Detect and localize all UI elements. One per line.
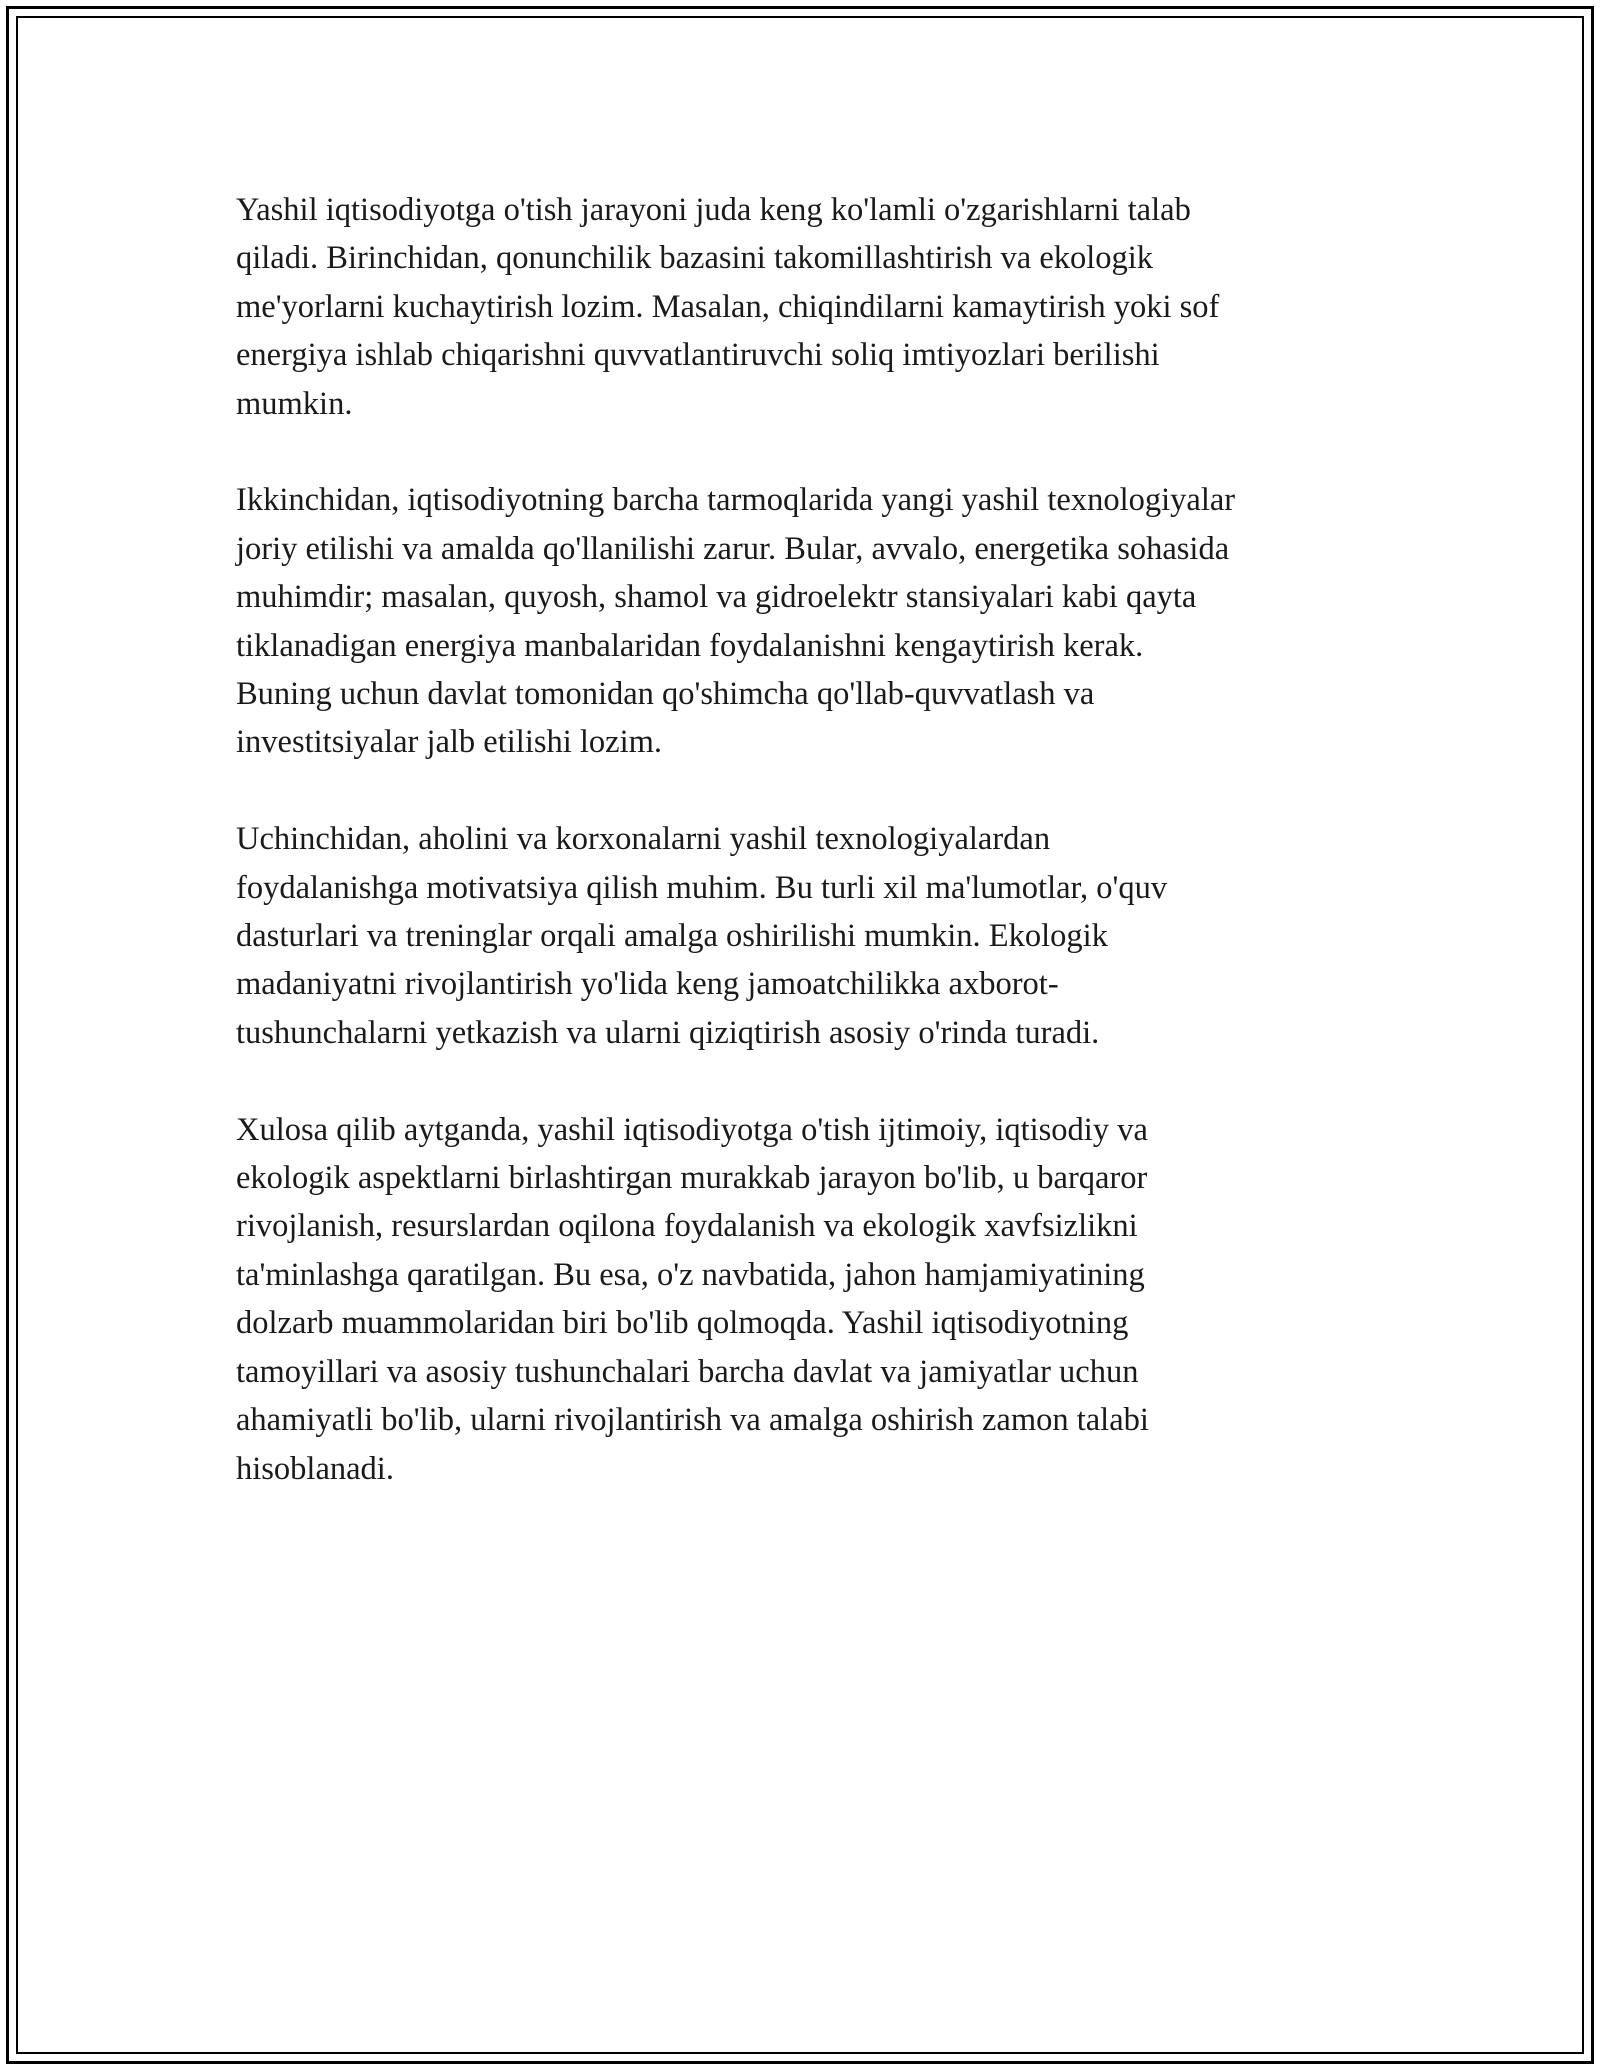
paragraph-line: rivojlanish, resurslardan oqilona foydalanish va ekologik xavfsizlikni <box>236 1208 1138 1245</box>
paragraph-line: me'yorlarni kuchaytirish lozim. Masalan, chiqindilarni kamaytirish yoki sof <box>236 288 1220 325</box>
paragraph-line: muhimdir; masalan, quyosh, shamol va gidroelektr stansiyalari kabi qayta <box>236 579 1197 616</box>
paragraph-line: joriy etilishi va amalda qo'llanilishi zarur. Bular, avvalo, energetika sohasida <box>236 530 1230 567</box>
paragraph-3 <box>236 815 1386 1057</box>
paragraph-line: mumkin. <box>236 385 353 422</box>
paragraph-4 <box>236 1106 1386 1493</box>
paragraph-line: ta'minlashga qaratilgan. Bu esa, o'z navbatida, jahon hamjamiyatining <box>236 1256 1145 1293</box>
paragraph-line: Yashil iqtisodiyotga o'tish jarayoni juda keng ko'lamli o'zgarishlarni talab <box>236 192 1191 228</box>
paragraph-line: investitsiyalar jalb etilishi lozim. <box>236 724 663 761</box>
document-body <box>236 186 1386 1541</box>
paragraph-line: dolzarb muammolaridan biri bo'lib qolmoqda. Yashil iqtisodiyotning <box>236 1305 1129 1342</box>
paragraph-line: Ikkinchidan, iqtisodiyotning barcha tarmoqlarida yangi yashil texnologiyalar <box>236 482 1236 519</box>
paragraph-2 <box>236 476 1386 766</box>
paragraph-line: Xulosa qilib aytganda, yashil iqtisodiyotga o'tish ijtimoiy, iqtisodiy va <box>236 1111 1148 1148</box>
paragraph-line: qiladi. Birinchidan, qonunchilik bazasini takomillashtirish va ekologik <box>236 240 1154 277</box>
paragraph-line: Uchinchidan, aholini va korxonalarni yashil texnologiyalardan <box>236 821 1051 858</box>
paragraph-line: tiklanadigan energiya manbalaridan foydalanishni kengaytirish kerak. <box>236 627 1144 664</box>
paragraph-line: energiya ishlab chiqarishni quvvatlantiruvchi soliq imtiyozlari berilishi <box>236 337 1160 374</box>
paragraph-line: dasturlari va treninglar orqali amalga oshirilishi mumkin. Ekologik <box>236 918 1108 955</box>
paragraph-line: foydalanishga motivatsiya qilish muhim. Bu turli xil ma'lumotlar, o'quv <box>236 869 1168 906</box>
paragraph-line: ahamiyatli bo'lib, ularni rivojlantirish va amalga oshirish zamon talabi <box>236 1402 1149 1439</box>
paragraph-line: hisoblanadi. <box>236 1450 394 1487</box>
paragraph-line: madaniyatni rivojlantirish yo'lida keng jamoatchilikka axborot- <box>236 966 1059 1003</box>
paragraph-line: tushunchalarni yetkazish va ularni qiziqtirish asosiy o'rinda turadi. <box>236 1014 1100 1051</box>
paragraph-line: ekologik aspektlarni birlashtirgan murakkab jarayon bo'lib, u barqaror <box>236 1160 1148 1197</box>
paragraph-line: Buning uchun davlat tomonidan qo'shimcha qo'llab-quvvatlash va <box>236 676 1095 713</box>
paragraph-line: tamoyillari va asosiy tushunchalari barcha davlat va jamiyatlar uchun <box>236 1353 1139 1390</box>
paragraph-1 <box>236 186 1386 428</box>
